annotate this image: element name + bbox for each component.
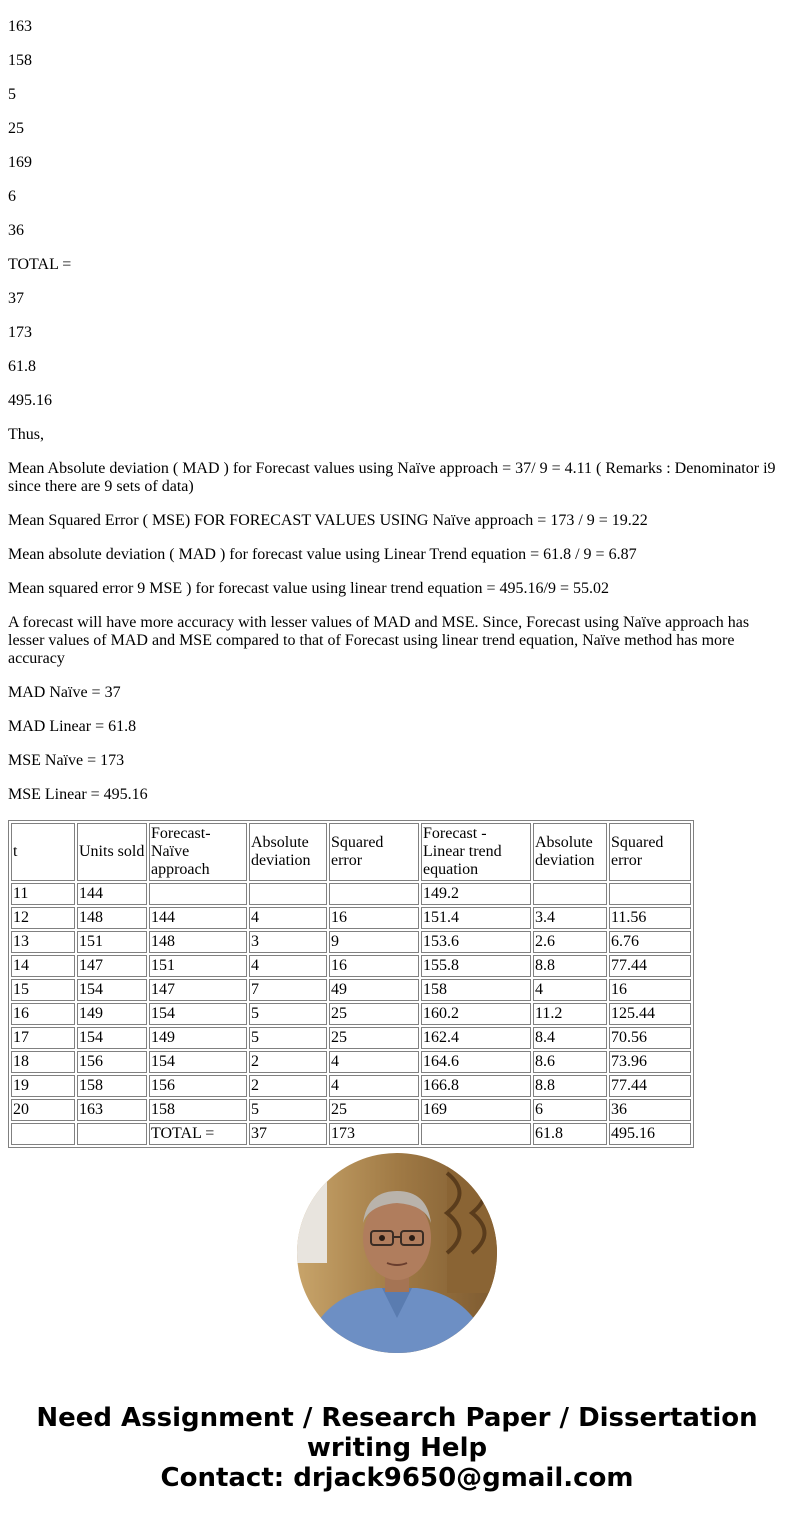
table-cell: 164.6 [421, 1051, 531, 1073]
table-cell: 5 [249, 1003, 327, 1025]
table-row [11, 1051, 691, 1073]
table-cell: 3.4 [533, 907, 607, 929]
table-cell: 154 [149, 1051, 247, 1073]
table-row [11, 1075, 691, 1097]
table-header-cell: Absolute deviation [533, 823, 607, 881]
mad-naive-explanation: Mean Absolute deviation ( MAD ) for Forecast values using Naïve approach = 37/ 9 = 4.11 ( Remarks : Denominator i9 since there are 9 sets of data) [8, 460, 776, 495]
table-cell: 147 [149, 979, 247, 1001]
table-cell: 18 [11, 1051, 75, 1073]
table-row [11, 1027, 691, 1049]
table-cell: 13 [11, 931, 75, 953]
table-cell: 154 [77, 979, 147, 1001]
table-cell: 49 [329, 979, 419, 1001]
table-header-cell: Squared error [609, 823, 691, 881]
text-line [8, 0, 786, 2]
table-cell: 11.2 [533, 1003, 607, 1025]
table-cell: 148 [77, 907, 147, 929]
table-cell: 36 [609, 1099, 691, 1121]
table-cell: 2 [249, 1051, 327, 1073]
text-line: 169 [8, 154, 32, 171]
banner-headline: Need Assignment / Research Paper / Dissertation writing Help [36, 1403, 758, 1463]
table-cell: 16 [609, 979, 691, 1001]
forecast-table-body [11, 823, 691, 1145]
mse-linear-summary: MSE Linear = 495.16 [8, 786, 148, 803]
table-cell: 156 [77, 1051, 147, 1073]
table-cell: 11.56 [609, 907, 691, 929]
table-cell: 25 [329, 1027, 419, 1049]
table-cell: 149 [77, 1003, 147, 1025]
text-line: 36 [8, 222, 24, 239]
banner-contact: Contact: drjack9650@gmail.com [160, 1463, 634, 1493]
table-header-cell: Forecast - Linear trend equation [421, 823, 531, 881]
table-header-cell: Absolute deviation [249, 823, 327, 881]
text-line: 61.8 [8, 358, 36, 375]
table-cell: 37 [249, 1123, 327, 1145]
table-cell [533, 883, 607, 905]
table-row [11, 1003, 691, 1025]
document-body [8, 0, 786, 1148]
text-line: 25 [8, 120, 24, 137]
table-cell: 16 [329, 907, 419, 929]
text-line: 6 [8, 188, 16, 205]
table-header-cell: Forecast-Naïve approach [149, 823, 247, 881]
table-cell: 20 [11, 1099, 75, 1121]
table-cell: 155.8 [421, 955, 531, 977]
table-cell: 162.4 [421, 1027, 531, 1049]
table-cell: 25 [329, 1099, 419, 1121]
table-cell: 73.96 [609, 1051, 691, 1073]
table-cell: 151 [149, 955, 247, 977]
table-cell: 8.8 [533, 1075, 607, 1097]
table-cell: 8.8 [533, 955, 607, 977]
table-cell: 16 [11, 1003, 75, 1025]
table-cell: 151 [77, 931, 147, 953]
table-cell: 144 [149, 907, 247, 929]
accuracy-conclusion: A forecast will have more accuracy with lesser values of MAD and MSE. Since, Forecast using Naïve approach has lesser values of MAD and MSE compared to that of Forecast using linear trend equation, Naïve method has more accuracy [8, 614, 750, 667]
table-cell: 149 [149, 1027, 247, 1049]
table-cell: 15 [11, 979, 75, 1001]
table-cell: 169 [421, 1099, 531, 1121]
table-cell: 5 [249, 1027, 327, 1049]
table-cell: 147 [77, 955, 147, 977]
table-cell: 495.16 [609, 1123, 691, 1145]
table-cell: 160.2 [421, 1003, 531, 1025]
author-avatar [297, 1153, 497, 1353]
mad-linear-explanation: Mean absolute deviation ( MAD ) for forecast value using Linear Trend equation = 61.8 / 9 = 6.87 [8, 546, 637, 563]
text-line: 158 [8, 52, 32, 69]
table-cell: 70.56 [609, 1027, 691, 1049]
table-row [11, 1123, 691, 1145]
table-cell: 144 [77, 883, 147, 905]
table-cell [249, 883, 327, 905]
table-cell: 25 [329, 1003, 419, 1025]
table-cell: 8.4 [533, 1027, 607, 1049]
table-cell: 11 [11, 883, 75, 905]
table-cell: 154 [149, 1003, 247, 1025]
table-header-row [11, 823, 691, 881]
table-cell: 6.76 [609, 931, 691, 953]
table-cell: 125.44 [609, 1003, 691, 1025]
table-row [11, 931, 691, 953]
table-cell: 16 [329, 955, 419, 977]
table-row [11, 883, 691, 905]
table-cell: 9 [329, 931, 419, 953]
table-cell: TOTAL = [149, 1123, 247, 1145]
table-cell: 12 [11, 907, 75, 929]
text-line: 163 [8, 18, 32, 35]
table-cell [609, 883, 691, 905]
table-cell: 158 [421, 979, 531, 1001]
table-cell [77, 1123, 147, 1145]
table-cell: 149.2 [421, 883, 531, 905]
table-cell: 4 [249, 955, 327, 977]
text-line: 495.16 [8, 392, 52, 409]
mse-linear-explanation: Mean squared error 9 MSE ) for forecast value using linear trend equation = 495.16/9 = 55.02 [8, 580, 609, 597]
text-line: Thus, [8, 426, 44, 443]
mad-linear-summary: MAD Linear = 61.8 [8, 718, 137, 735]
table-cell [421, 1123, 531, 1145]
table-cell: 154 [77, 1027, 147, 1049]
table-row [11, 979, 691, 1001]
text-line: TOTAL = [8, 256, 72, 273]
table-cell: 173 [329, 1123, 419, 1145]
table-cell [11, 1123, 75, 1145]
table-cell: 2.6 [533, 931, 607, 953]
table-header-cell: Squared error [329, 823, 419, 881]
table-header-cell: Units sold [77, 823, 147, 881]
table-cell: 17 [11, 1027, 75, 1049]
text-line: 37 [8, 290, 24, 307]
table-cell: 148 [149, 931, 247, 953]
table-header-cell: t [11, 823, 75, 881]
mse-naive-explanation: Mean Squared Error ( MSE) FOR FORECAST VALUES USING Naïve approach = 173 / 9 = 19.22 [8, 512, 648, 529]
table-cell: 4 [533, 979, 607, 1001]
table-cell: 156 [149, 1075, 247, 1097]
mse-naive-summary: MSE Naïve = 173 [8, 752, 125, 769]
table-cell: 151.4 [421, 907, 531, 929]
table-row [11, 955, 691, 977]
text-line: 5 [8, 86, 16, 103]
table-cell [329, 883, 419, 905]
table-cell: 19 [11, 1075, 75, 1097]
contact-banner [0, 1403, 794, 1493]
table-cell: 2 [249, 1075, 327, 1097]
table-cell: 158 [149, 1099, 247, 1121]
table-cell: 77.44 [609, 1075, 691, 1097]
table-cell: 153.6 [421, 931, 531, 953]
table-cell: 4 [329, 1051, 419, 1073]
table-cell: 5 [249, 1099, 327, 1121]
forecast-table [8, 820, 694, 1148]
text-line: 173 [8, 324, 32, 341]
table-cell: 6 [533, 1099, 607, 1121]
table-cell: 4 [249, 907, 327, 929]
author-photo [297, 1153, 497, 1353]
table-cell: 158 [77, 1075, 147, 1097]
table-row [11, 1099, 691, 1121]
table-cell: 166.8 [421, 1075, 531, 1097]
table-cell: 61.8 [533, 1123, 607, 1145]
table-row [11, 907, 691, 929]
table-cell: 14 [11, 955, 75, 977]
table-cell [149, 883, 247, 905]
table-cell: 8.6 [533, 1051, 607, 1073]
table-cell: 163 [77, 1099, 147, 1121]
table-cell: 7 [249, 979, 327, 1001]
table-cell: 77.44 [609, 955, 691, 977]
table-cell: 4 [329, 1075, 419, 1097]
mad-naive-summary: MAD Naïve = 37 [8, 684, 121, 701]
table-cell: 3 [249, 931, 327, 953]
